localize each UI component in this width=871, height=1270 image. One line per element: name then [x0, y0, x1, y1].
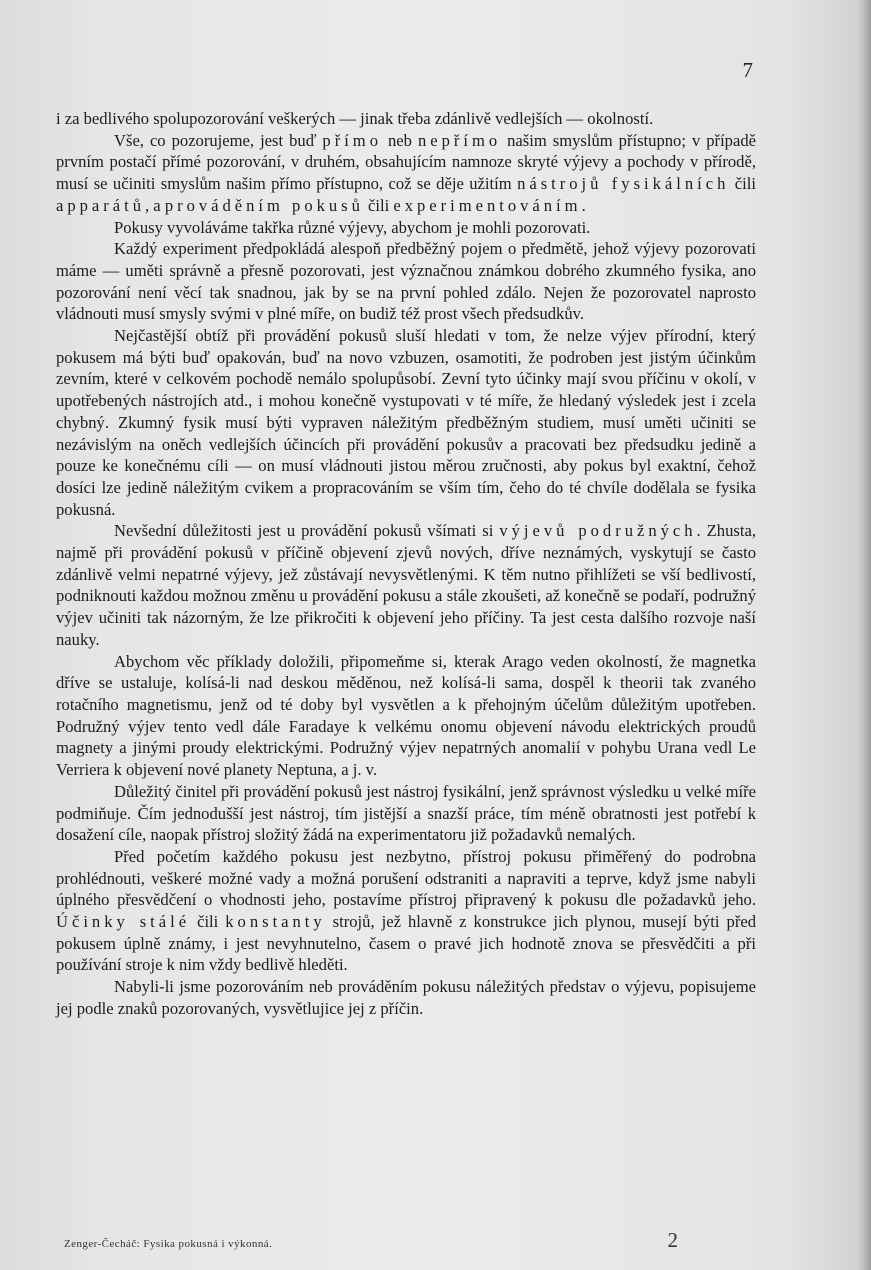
spaced-emphasis: Účinky stálé: [56, 912, 191, 932]
paragraph: [56, 781, 756, 846]
text-run: Každý experiment předpokládá alespoň předběžný pojem o předmětě, jehož výjevy pozorovati máme — uměti správně a přesně pozorovati, jest význačnou známkou dobrého zkumného fysika, ano pozorování není věcí tak snadnou, jak by se na první pohled zdálo. Nejen že pozorovatel naprosto vládnouti musí smysly svými v plné míře, on budiž též prost všech předsudkův.: [56, 239, 756, 324]
page-fold-shadow: [857, 0, 871, 1270]
paragraph: [56, 238, 756, 325]
text-run: Vše, co pozorujeme, jest buď: [114, 130, 323, 150]
spaced-emphasis: konstanty: [225, 912, 326, 932]
text-run: našim smyslům přístupno; v případě prvním postačí přímé pozorování, v druhém, obsahujícím namnoze skryté výjevy a pochody v přírodě, musí se učiniti smyslům našim přímo přístupno, což se děje užitím: [56, 130, 757, 194]
text-run: Důležitý činitel při provádění pokusů jest nástroj fysikální, jenž správnost výsledku u velké míře podmiňuje. Čím jednodušší jest nástroj, tím jistější a snazší práce, tím méně obratnosti jest potřebí k dosažení cíle, naopak přístroj složitý žádá na experimentatoru již požadavků nemalých.: [56, 781, 756, 845]
spaced-emphasis: prováděním pokusů: [164, 195, 364, 215]
paragraph: [56, 217, 756, 239]
spaced-emphasis: nástrojů fysikálních: [517, 174, 730, 194]
paragraph: [56, 108, 756, 130]
text-run: i za bedlivého spolupozorování veškerých — jinak třeba zdánlivě vedlejších — okolností.: [56, 109, 654, 128]
signature-mark: 2: [667, 1228, 678, 1252]
text-run: Nevšední důležitosti jest u provádění pokusů všímati si: [114, 521, 500, 541]
paragraph: [56, 976, 756, 1019]
text-run: Abychom věc příklady doložili, připomeňme si, kterak Arago veden okolností, že magnetka dříve se ustaluje, kolísá-li nad deskou měděnou, než kolísá-li sama, dospěl k theorii tak zvaného rotačního magnetismu, jenž od té doby byl vysvětlen a k přehojným účelům důležitým upotřeben. Podružný výjev tento vedl dále Faradaye k velkému onomu objevení návodu elektrických proudů magnety a jinými proudy elektrickými. Podružný výjev nepatrných anomalií v pohybu Urana vedl Le Verriera k objevení nové planety Neptuna, a j. v.: [56, 651, 756, 780]
spaced-emphasis: experimentováním: [393, 195, 582, 215]
text-run: čili: [190, 912, 226, 932]
paragraph: [56, 130, 756, 217]
spaced-emphasis: přímo: [322, 130, 382, 150]
text-run: . Zhusta, najmě při provádění pokusů v příčině objevení zjevů nových, dříve neznámých, vyskytují se často zdánlivě velmi nepatrné výjevy, jež zůstávají nevysvětlenými. K těm nutno přihlížeti se vší bedlivostí, podniknouti každou možnou změnu u provádění pokusu a stále zkoušeti, až konečně se podaří, podružný výjev učiniti tak názorným, že lze přikročiti k objevení jeho příčiny. Ta jest cesta dalšího rozvoje naší nauky.: [56, 521, 756, 649]
body-text: [56, 108, 756, 1020]
paragraph: [56, 846, 756, 976]
spaced-emphasis: nepřímo: [417, 130, 502, 150]
text-run: neb: [381, 130, 418, 150]
text-run: strojů, jež hlavně z konstrukce jich plynou, musejí býti před pokusem úplně známy, i jest nevyhnutelno, časem o pravé jich hodnotě znova se přesvědčiti a při používání stroje k nim vždy bedlivě hleděti.: [56, 912, 757, 975]
page-number: 7: [742, 58, 753, 82]
text-run: , a: [145, 195, 165, 215]
paragraph: [56, 651, 756, 781]
text-run: Nabyli-li jsme pozorováním neb prováděním pokusu náležitých představ o výjevu, popisujeme jej podle znaků pozorovaných, vysvětlujice jej z příčin.: [56, 977, 756, 1018]
footer-book-title: Zenger-Čecháč: Fysika pokusná i výkonná.: [64, 1238, 273, 1250]
text-run: Před početím každého pokusu jest nezbytno, přístroj pokusu přiměřený do podrobna prohlédnouti, veškeré možné vady a možná porušení odstraniti a napraviti a teprve, když jsme nabyli úplného přesvědčení o vhodnosti jeho, postavíme přístroj připravený k pokusu dle požadavků jeho.: [56, 846, 756, 910]
text-run: .: [581, 195, 586, 215]
spaced-emphasis: apparátů: [56, 195, 145, 215]
spaced-emphasis: výjevů podružných: [499, 521, 697, 541]
text-run: Pokusy vyvoláváme takřka různé výjevy, abychom je mohli pozorovati.: [114, 217, 591, 237]
text-run: čili: [729, 174, 756, 194]
text-run: Nejčastější obtíž při provádění pokusů sluší hledati v tom, že nelze výjev přírodní, který pokusem má býti buď opakován, buď na novo vzbuzen, osamotiti, že podroben jest jistým účinkům zevním, které v celkovém pochodě nemálo spolupůsobí. Zevní tyto účinky mají svou příčinu v okolí, v upotřebených nástrojích atd., i mohou konečně vystupovati v té míře, že hledaný výsledek jest i zcela chybný. Zkumný fysik musí býti vypraven náležitým předběžným studiem, musí uměti učiniti se nezávislým na oněch vedlejších účincích při provádění pokusův a pracovati bez předsudku jedině a pouze ke konečnému cíli — on musí vládnouti jistou měrou zručnosti, aby pokus byl exaktní, čehož dosíci lze jedině náležitým cvikem a propracováním se vším tím, čeho do té chvíle dodělala se fysika pokusná.: [56, 326, 756, 519]
text-run: čili: [363, 195, 394, 215]
paragraph: [56, 325, 756, 520]
paragraph: [56, 520, 756, 650]
